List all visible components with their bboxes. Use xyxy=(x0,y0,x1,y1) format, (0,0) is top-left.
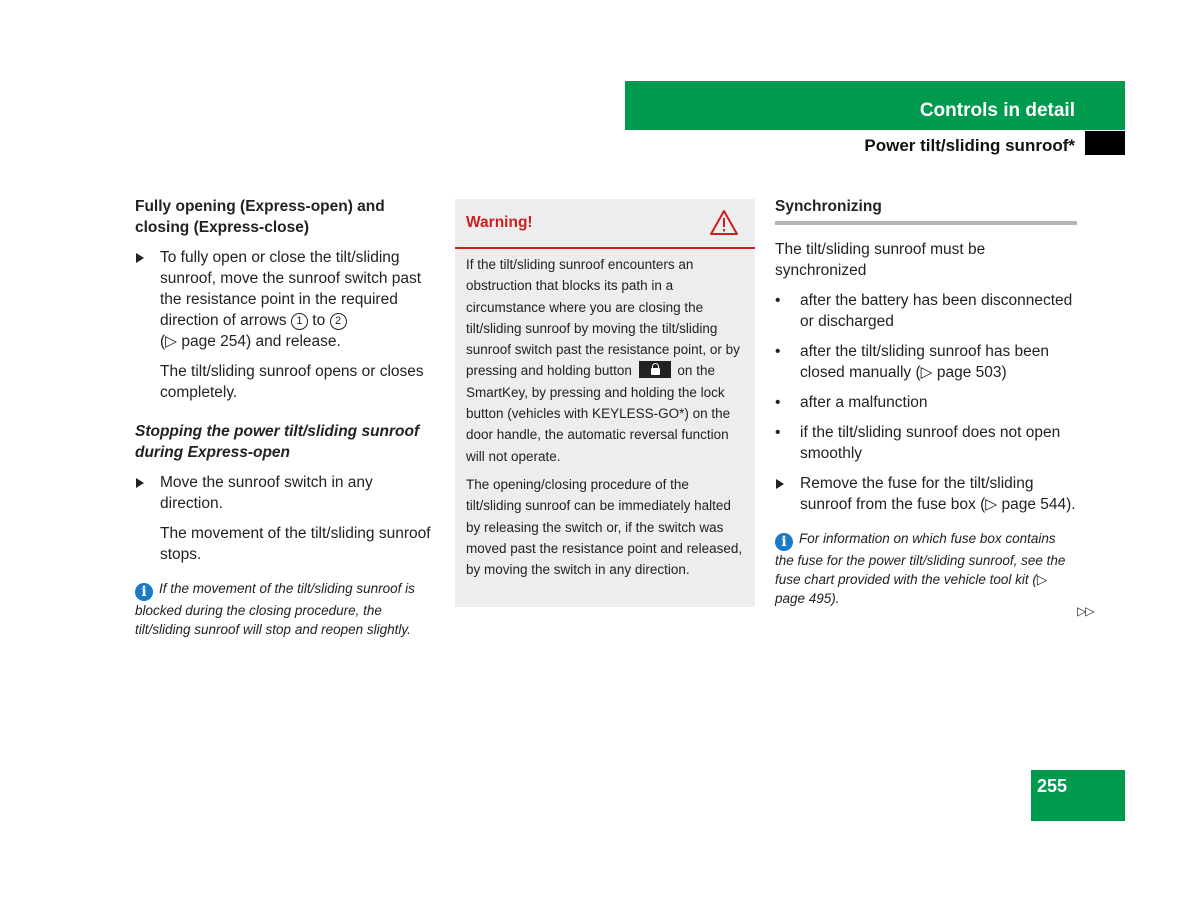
section-title: Controls in detail xyxy=(919,100,1075,121)
warning-title: Warning! xyxy=(466,214,533,231)
page-reference[interactable]: (▷ page 254) and release. xyxy=(160,333,341,350)
warning-body xyxy=(466,254,746,587)
step-arrow-icon xyxy=(136,253,144,263)
warning-triangle-icon xyxy=(709,209,739,236)
warning-divider xyxy=(455,247,755,249)
to-word: to xyxy=(312,312,326,329)
step-arrow-icon xyxy=(776,479,784,489)
bullet-text: after a malfunction xyxy=(800,394,928,411)
arrow-2-callout: 2 xyxy=(330,313,347,330)
continued-icon: ▷▷ xyxy=(1077,604,1094,618)
step-text: Move the sunroof switch in any direction. xyxy=(160,474,373,512)
step-text: Remove the fuse for the tilt/sliding sunroof from the fuse box (▷ page 544). xyxy=(800,475,1076,513)
warning-text-part1: If the tilt/sliding sunroof encounters an obstruction that blocks its path in a circumstance where you are closing the tilt/sliding sunroof by moving the tilt/sliding sunroof switch past the resistance point, or by pressing and holding button xyxy=(466,257,740,379)
info-note xyxy=(135,579,435,639)
info-note-text: For information on which fuse box contains the fuse for the power tilt/sliding sunroof, see the fuse chart provided with the vehicle tool kit (▷ page 495). xyxy=(775,531,1066,606)
express-step xyxy=(135,247,435,352)
warning-paragraph-2: The opening/closing procedure of the tilt/sliding sunroof can be immediately halted by releasing the switch or, if the switch was moved past the resistance point and released, by moving the switch in any direction. xyxy=(466,476,743,578)
info-icon: i xyxy=(135,583,153,601)
info-note xyxy=(775,529,1077,608)
page-number: 255 xyxy=(1037,776,1068,796)
bullet-text: after the tilt/sliding sunroof has been closed manually (▷ page 503) xyxy=(800,343,1050,381)
express-heading: Fully opening (Express-open) and closing (Express-close) xyxy=(135,198,385,236)
left-column xyxy=(135,196,435,639)
bullet-text: after the battery has been disconnected or discharged xyxy=(800,292,1073,330)
list-item: • after a malfunction xyxy=(775,394,928,411)
step-text: To fully open or close the tilt/sliding sunroof, move the sunroof switch past the resistance point in the required direction of arrows xyxy=(160,249,422,329)
heading-rule xyxy=(775,221,1077,225)
express-result: The tilt/sliding sunroof opens or closes completely. xyxy=(160,363,424,401)
arrow-1-callout: 1 xyxy=(291,313,308,330)
info-icon: i xyxy=(775,533,793,551)
fuse-step xyxy=(775,473,1077,515)
subsection-title: Power tilt/sliding sunroof* xyxy=(864,136,1075,155)
stopping-step xyxy=(135,472,435,514)
warning-text-part2: on the SmartKey, by pressing and holding the lock button (vehicles with KEYLESS-GO*) on the door handle, the automatic reversal function will not operate. xyxy=(466,363,731,464)
bullet-text: if the tilt/sliding sunroof does not open smoothly xyxy=(800,424,1061,462)
warning-paragraph-1 xyxy=(466,254,746,467)
stopping-result: The movement of the tilt/sliding sunroof stops. xyxy=(160,525,431,563)
list-item: • if the tilt/sliding sunroof does not open smoothly xyxy=(775,424,1061,462)
warning-box xyxy=(455,199,755,607)
sync-intro: The tilt/sliding sunroof must be synchronized xyxy=(775,241,986,279)
synchronizing-heading: Synchronizing xyxy=(775,198,882,215)
lock-button-icon xyxy=(639,361,671,378)
section-marker xyxy=(1085,131,1125,155)
right-column xyxy=(775,196,1077,608)
list-item: • after the battery has been disconnected or discharged xyxy=(775,292,1073,330)
info-note-text: If the movement of the tilt/sliding sunroof is blocked during the closing procedure, the tilt/sliding sunroof will stop and reopen slightly. xyxy=(135,581,415,637)
list-item: • after the tilt/sliding sunroof has been closed manually (▷ page 503) xyxy=(775,343,1050,381)
step-arrow-icon xyxy=(136,478,144,488)
stopping-heading: Stopping the power tilt/sliding sunroof during Express-open xyxy=(135,423,420,461)
